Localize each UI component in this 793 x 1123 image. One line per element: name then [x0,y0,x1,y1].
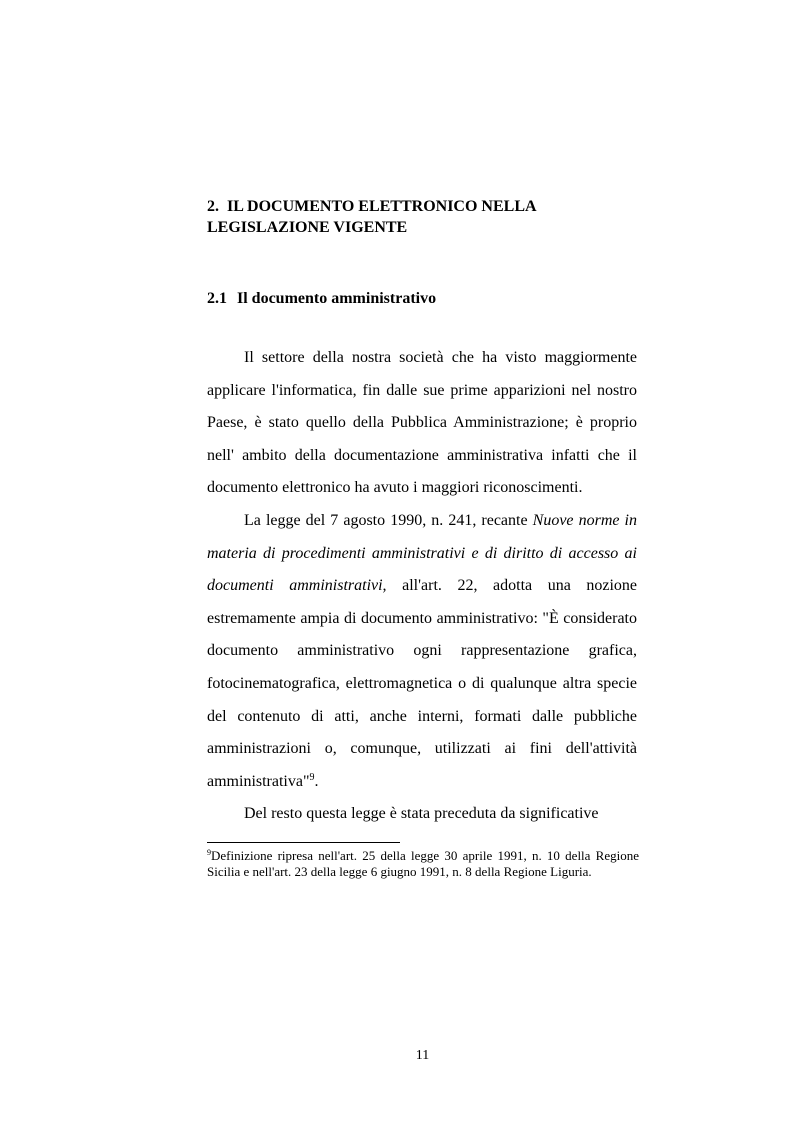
section-title-text: Il documento amministrativo [237,290,437,307]
section-number: 2.1 [207,290,227,307]
chapter-title [207,196,637,238]
paragraph-2-intro: La legge del 7 agosto 1990, n. 241, recante [244,511,533,529]
paragraph-2 [207,505,637,798]
chapter-number: 2. [207,198,219,215]
page-number: 11 [415,1048,430,1063]
footnote-text: Definizione ripresa nell'art. 25 della legge 30 aprile 1991, n. 10 della Regione Sicilia e nell'art. 23 della legge 6 giugno 1991, n. 8 della Regione Liguria. [207,848,639,879]
paragraph-2-rest: all'art. 22, adotta una nozione estremamente ampia di documento amministrativo: "È considerato documento amministrativo ogni rappresentazione grafica, fotocinematografica, elettromagnetica o di qualunque altra specie del contenuto di atti, anche interni, formati dalle pubbliche amministrazioni o, comunque, utilizzati ai fini dell'attività amministrativa" [207,577,638,790]
footnote [207,848,639,880]
body-text [207,342,637,831]
footnote-separator [207,842,400,843]
section-title [207,288,436,309]
footnote-reference[interactable]: 9 [309,771,315,783]
chapter-title-line-2: LEGISLAZIONE VIGENTE [207,219,408,236]
chapter-title-line-1 [207,196,637,217]
paragraph-1: Il settore della nostra società che ha visto maggiormente applicare l'informatica, fin dalle sue prime apparizioni nel nostro Paese, è stato quello della Pubblica Amministrazione; è proprio nell' ambito della documentazione amministrativa infatti che il documento elettronico ha avuto i maggiori riconoscimenti. [207,349,637,497]
chapter-title-text-1: IL DOCUMENTO ELETTRONICO NELLA [227,198,537,215]
paragraph-2-end: . [314,772,319,790]
law-title: Nuove norme in materia di procedimenti amministrativi e di diritto di accesso ai documenti amministrativi, [207,511,637,595]
paragraph-3: Del resto questa legge è stata preceduta da significative [244,805,599,823]
footnote-marker: 9 [207,848,211,857]
